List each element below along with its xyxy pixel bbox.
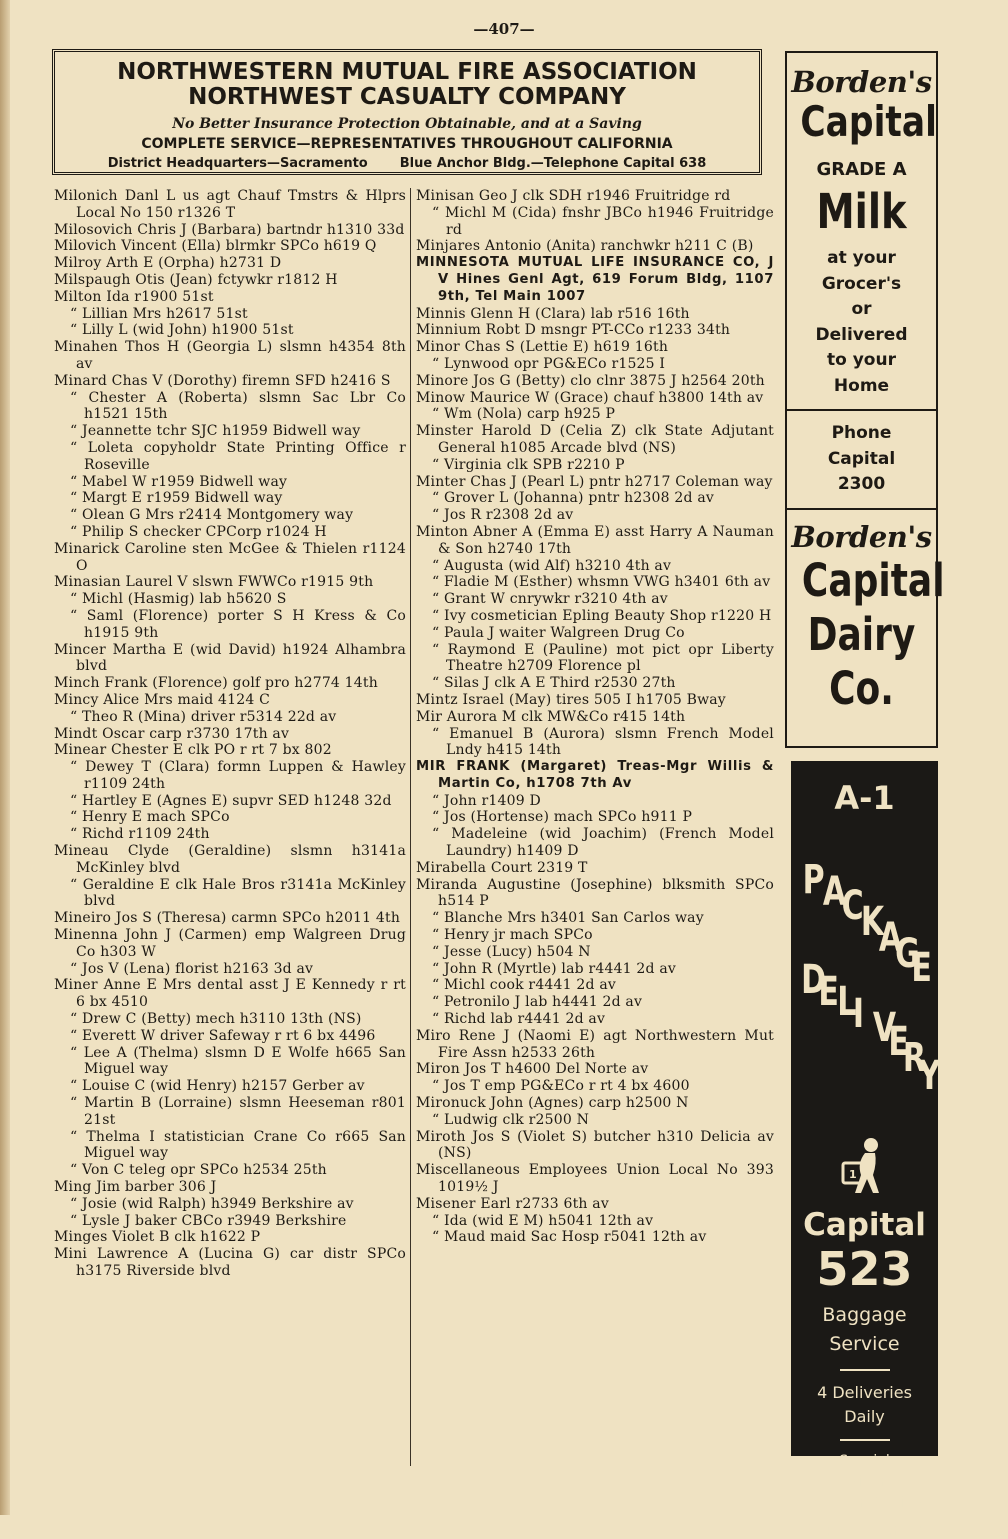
insurance-advertisement xyxy=(52,49,762,175)
borden-line: or xyxy=(851,299,872,319)
directory-entry: Milspaugh Otis (Jean) fctywkr r1812 H xyxy=(54,271,338,288)
borden-line: to your xyxy=(827,350,896,370)
directory-entry: Mincer Martha E (wid David) h1924 Alhambra blvd xyxy=(54,641,406,675)
directory-entry: Minges Violet B clk h1622 P xyxy=(54,1229,261,1246)
a1-divider xyxy=(840,1369,890,1371)
ad-slogan: No Better Insurance Protection Obtainable, and at a Saving xyxy=(172,116,642,132)
a1-special-line: Delivery xyxy=(835,1474,894,1490)
directory-entry: Miro Rene J (Naomi E) agt Northwestern Mut Fire Assn h2533 26th xyxy=(416,1027,774,1061)
a1-special-line: Special xyxy=(839,1453,890,1469)
a1-letter: E xyxy=(818,969,839,1015)
directory-entry: “ Jos T emp PG&ECo r rt 4 bx 4600 xyxy=(432,1078,690,1095)
directory-entry: Mineau Clyde (Geraldine) slsmn h3141a McKinley blvd xyxy=(54,843,406,876)
ad-service-line: COMPLETE SERVICE—REPRESENTATIVES THROUGHOUT CALIFORNIA xyxy=(141,136,673,152)
directory-entry: Minjares Antonio (Anita) ranchwkr h211 C (B) xyxy=(416,238,754,255)
directory-entry: “ Petronilo J lab h4441 2d av xyxy=(432,994,643,1011)
directory-entry: Mintz Israel (May) tires 505 I h1705 Bway xyxy=(416,691,726,708)
directory-entry: Miranda Augustine (Josephine) blksmith SPCo h514 P xyxy=(416,876,774,910)
directory-entry: “ Wm (Nola) carp h925 P xyxy=(432,406,616,423)
directory-entry: “ Drew C (Betty) mech h3110 13th (NS) xyxy=(70,1011,362,1028)
directory-entry: Minear Chester E clk PO r rt 7 bx 802 xyxy=(54,742,332,759)
a1-special-line: 24-Hour Service xyxy=(808,1495,921,1511)
directory-entry: “ Thelma I statistician Crane Co r665 San Miguel way xyxy=(70,1128,406,1162)
a1-letter: E xyxy=(888,1019,909,1065)
a1-baggage-line: Baggage xyxy=(822,1304,907,1326)
directory-entry: “ Lynwood opr PG&ECo r1525 I xyxy=(432,355,666,372)
directory-entry: Minow Maurice W (Grace) chauf h3800 14th av xyxy=(416,389,764,406)
directory-entry: “ Jos (Hortense) mach SPCo h911 P xyxy=(432,809,693,826)
borden-grade: GRADE A xyxy=(816,159,907,180)
directory-entry: Milosovich Chris J (Barbara) bartndr h1310 33d xyxy=(54,221,405,238)
a1-letter: E xyxy=(911,945,932,991)
directory-entry: “ Henry E mach SPCo xyxy=(70,809,230,826)
borden-phone xyxy=(787,421,936,498)
page-edge xyxy=(0,0,10,1515)
directory-entry: “ Von C teleg opr SPCo h2534 25th xyxy=(70,1162,327,1179)
directory-entry: Milroy Arth E (Orpha) h2731 D xyxy=(54,255,282,272)
borden-divider xyxy=(787,409,936,411)
borden-logo: Borden's xyxy=(791,65,932,99)
directory-entry: Mir Aurora M clk MW&Co r415 14th xyxy=(416,708,686,725)
directory-entry: “ Josie (wid Ralph) h3949 Berkshire av xyxy=(70,1195,354,1212)
directory-entry: “ Lillian Mrs h2617 51st xyxy=(70,305,248,322)
borden-dairy-line: Capital xyxy=(801,553,945,607)
a1-deliveries-line: Daily xyxy=(844,1407,885,1426)
directory-entry: “ Jos V (Lena) florist h2163 3d av xyxy=(70,960,314,977)
ad-company-name: NORTHWESTERN MUTUAL FIRE ASSOCIATION xyxy=(117,59,697,85)
a1-wavy-lettering xyxy=(791,817,941,1127)
a1-letter: R xyxy=(902,1035,926,1081)
ad-headquarters: District Headquarters—Sacramento xyxy=(107,156,368,171)
a1-letter: I xyxy=(852,991,865,1037)
a1-letter: K xyxy=(860,899,885,945)
directory-entry: Minenna John J (Carmen) emp Walgreen Drug Co h303 W xyxy=(54,927,406,960)
directory-entry: “ Richd r1109 24th xyxy=(70,826,210,843)
ad-company-name-2: NORTHWEST CASUALTY COMPANY xyxy=(188,84,626,110)
directory-entry: Miron Jos T h4600 Del Norte av xyxy=(416,1061,649,1078)
page-number: —407— xyxy=(473,20,535,38)
directory-entry: Milton Ida r1900 51st xyxy=(54,288,214,305)
ad-address-line xyxy=(55,154,759,174)
directory-entry: “ Ida (wid E M) h5041 12th av xyxy=(432,1212,654,1229)
directory-entry: “ Maud maid Sac Hosp r5041 12th av xyxy=(432,1229,707,1246)
directory-entry: Minnium Robt D msngr PT-CCo r1233 34th xyxy=(416,322,731,339)
borden-phone-line: Phone xyxy=(831,423,892,443)
a1-deliveries-line: 4 Deliveries xyxy=(817,1383,912,1402)
directory-entry: “ Henry jr mach SPCo xyxy=(432,927,593,944)
directory-entry: Minard Chas V (Dorothy) firemn SFD h2416 S xyxy=(54,372,391,389)
directory-entry: “ Jeannette tchr SJC h1959 Bidwell way xyxy=(70,423,361,440)
borden-milk: Milk xyxy=(816,184,907,240)
directory-entry: “ Richd lab r4441 2d av xyxy=(432,1011,606,1028)
directory-entry: “ Louise C (wid Henry) h2157 Gerber av xyxy=(70,1078,365,1095)
ad-telephone: Blue Anchor Bldg.—Telephone Capital 638 xyxy=(399,156,707,171)
borden-dairy-line: Dairy xyxy=(807,607,916,661)
a1-letter: P xyxy=(802,857,825,903)
a1-title: A-1 xyxy=(834,779,895,817)
directory-entry: “ Mabel W r1959 Bidwell way xyxy=(70,473,288,490)
borden-milk-advertisement xyxy=(785,51,945,748)
directory-entry: “ Madeleine (wid Joachim) (French Model Laundry) h1409 D xyxy=(432,826,774,860)
directory-entry: Misener Earl r2733 6th av xyxy=(416,1195,609,1212)
directory-entry: Minter Chas J (Pearl L) pntr h2717 Coleman way xyxy=(416,473,773,490)
borden-phone-line: Capital xyxy=(827,448,896,469)
borden-divider xyxy=(787,508,936,510)
a1-letter: L xyxy=(837,979,857,1025)
a1-package-delivery-advertisement xyxy=(791,761,941,1539)
directory-entry: “ Augusta (wid Alf) h3210 4th av xyxy=(432,557,672,574)
a1-letter: A xyxy=(822,869,847,915)
directory-entry: Minarick Caroline sten McGee & Thielen r1124 O xyxy=(54,540,406,574)
directory-entry: “ Lysle J baker CBCo r3949 Berkshire xyxy=(70,1212,347,1229)
a1-phone-number: 523 xyxy=(816,1242,913,1296)
directory-entry: Miscellaneous Employees Union Local No 393 1019½ J xyxy=(416,1162,774,1196)
directory-entry: “ Lilly L (wid John) h1900 51st xyxy=(70,322,294,339)
directory-entry: “ Olean G Mrs r2414 Montgomery way xyxy=(70,507,354,524)
directory-entry: “ Fladie M (Esther) whsmn VWG h3401 6th av xyxy=(432,574,771,591)
a1-letter: A xyxy=(878,915,903,961)
a1-letter: Y xyxy=(918,1053,941,1099)
directory-column-left xyxy=(54,188,406,1280)
directory-entry: “ Dewey T (Clara) formn Luppen & Hawley r1109 24th xyxy=(70,759,406,792)
directory-entry: “ John r1409 D xyxy=(432,792,541,809)
directory-entry: MINNESOTA MUTUAL LIFE INSURANCE CO, J V Hines Genl Agt, 619 Forum Bldg, 1107 9th, Tel Main 1007 xyxy=(416,255,774,304)
directory-entry: “ Michl (Hasmig) lab h5620 S xyxy=(70,591,287,608)
borden-availability xyxy=(787,246,936,399)
directory-entry: “ John R (Myrtle) lab r4441 2d av xyxy=(432,960,677,977)
a1-capital: Capital xyxy=(803,1207,926,1243)
a1-deliveries xyxy=(791,1381,938,1429)
directory-entry: “ Grant W cnrywkr r3210 4th av xyxy=(432,591,668,608)
directory-entry: MIR FRANK (Margaret) Treas-Mgr Willis & Martin Co, h1708 7th Av xyxy=(416,759,774,791)
directory-entry: “ Blanche Mrs h3401 San Carlos way xyxy=(432,910,704,927)
a1-baggage-line: Service xyxy=(829,1333,900,1355)
directory-entry: “ Emanuel B (Aurora) slsmn French Model Lndy h415 14th xyxy=(432,725,774,759)
a1-divider xyxy=(840,1439,890,1441)
directory-entry: “ Geraldine E clk Hale Bros r3141a McKinley blvd xyxy=(70,876,406,910)
a1-baggage xyxy=(791,1301,938,1359)
directory-entry: “ Philip S checker CPCorp r1024 H xyxy=(70,523,327,540)
directory-entry: “ Chester A (Roberta) slsmn Sac Lbr Co h1521 15th xyxy=(70,389,406,423)
borden-phone-line: 2300 xyxy=(837,474,886,494)
borden-line: Grocer's xyxy=(821,273,902,294)
directory-entry: Mirabella Court 2319 T xyxy=(416,859,588,876)
directory-entry: “ Saml (Florence) porter S H Kress & Co h1915 9th xyxy=(70,607,406,641)
borden-dairy-line: Co. xyxy=(829,661,894,715)
directory-entry: Minor Chas S (Lettie E) h619 16th xyxy=(416,339,669,356)
directory-entry: “ Margt E r1959 Bidwell way xyxy=(70,490,283,507)
directory-entry: “ Ludwig clk r2500 N xyxy=(432,1111,590,1128)
directory-entry: Minnis Glenn H (Clara) lab r516 16th xyxy=(416,305,690,322)
borden-line: Delivered xyxy=(815,324,908,345)
directory-entry: “ Jesse (Lucy) h504 N xyxy=(432,943,591,960)
borden-logo-2: Borden's xyxy=(791,519,932,554)
directory-entry: “ Michl M (Cida) fnshr JBCo h1946 Fruitridge rd xyxy=(432,204,774,238)
directory-entry: Milovich Vincent (Ella) blrmkr SPCo h619 Q xyxy=(54,238,377,255)
directory-entry: “ Paula J waiter Walgreen Drug Co xyxy=(432,624,685,641)
directory-entry: Minahen Thos H (Georgia L) slsmn h4354 8th av xyxy=(54,339,406,372)
directory-entry: Minisan Geo J clk SDH r1946 Fruitridge rd xyxy=(416,188,731,204)
directory-entry: Minasian Laurel V slswn FWWCo r1915 9th xyxy=(54,574,374,591)
a1-letter: D xyxy=(801,957,827,1003)
a1-address: 514½ L Street xyxy=(800,1520,929,1539)
directory-entry: Minster Harold D (Celia Z) clk State Adjutant General h1085 Arcade blvd (NS) xyxy=(416,423,774,456)
directory-entry: Mironuck John (Agnes) carp h2500 N xyxy=(416,1095,689,1112)
directory-entry: Mini Lawrence A (Lucina G) car distr SPCo h3175 Riverside blvd xyxy=(54,1246,406,1279)
svg-text:1: 1 xyxy=(848,1168,857,1181)
directory-entry: “ Everett W driver Safeway r rt 6 bx 4496 xyxy=(70,1027,376,1044)
directory-entry: “ Raymond E (Pauline) mot pict opr Liberty Theatre h2709 Florence pl xyxy=(432,641,774,675)
column-divider xyxy=(410,188,411,1466)
directory-entry: Mindt Oscar carp r3730 17th av xyxy=(54,725,290,742)
directory-entry: “ Theo R (Mina) driver r5314 22d av xyxy=(70,708,337,725)
a1-special xyxy=(791,1451,938,1514)
directory-entry: “ Michl cook r4441 2d av xyxy=(432,977,616,994)
directory-entry: “ Loleta copyholdr State Printing Office r Roseville xyxy=(70,439,406,473)
borden-capital: Capital xyxy=(800,97,937,146)
directory-entry: “ Martin B (Lorraine) slsmn Heeseman r801 21st xyxy=(70,1095,406,1128)
directory-entry: “ Lee A (Thelma) slsmn D E Wolfe h665 San Miguel way xyxy=(70,1044,406,1078)
directory-entry: Ming Jim barber 306 J xyxy=(54,1179,217,1196)
borden-line: at your xyxy=(827,248,896,268)
directory-entry: Mincy Alice Mrs maid 4124 C xyxy=(54,691,271,708)
a1-letter: C xyxy=(841,883,864,929)
directory-entry: Miroth Jos S (Violet S) butcher h310 Delicia av (NS) xyxy=(416,1128,774,1162)
directory-entry: Milonich Danl L us agt Chauf Tmstrs & Hlprs Local No 150 r1326 T xyxy=(54,188,406,221)
directory-entry: “ Grover L (Johanna) pntr h2308 2d av xyxy=(432,490,714,507)
directory-entry: “ Ivy cosmetician Epling Beauty Shop r1220 H xyxy=(432,607,772,624)
directory-entry: Miner Anne E Mrs dental asst J E Kennedy r rt 6 bx 4510 xyxy=(54,977,406,1011)
directory-entry: Mineiro Jos S (Theresa) carmn SPCo h2011 4th xyxy=(54,910,401,927)
borden-line: Home xyxy=(833,375,890,396)
directory-entry: “ Jos R r2308 2d av xyxy=(432,507,574,524)
a1-letter: V xyxy=(872,1005,897,1051)
directory-entry: “ Hartley E (Agnes E) supvr SED h1248 32d xyxy=(70,792,392,809)
directory-entry: Minore Jos G (Betty) clo clnr 3875 J h2564 20th xyxy=(416,372,765,389)
directory-column-right xyxy=(416,188,774,1246)
a1-letter: G xyxy=(895,931,920,977)
directory-entry: “ Virginia clk SPB r2210 P xyxy=(432,456,625,473)
directory-entry: Minton Abner A (Emma E) asst Harry A Nauman & Son h2740 17th xyxy=(416,523,774,557)
directory-entry: Minch Frank (Florence) golf pro h2774 14th xyxy=(54,675,378,692)
directory-entry: “ Silas J clk A E Third r2530 27th xyxy=(432,675,676,692)
delivery-mascot-icon xyxy=(837,1135,893,1199)
